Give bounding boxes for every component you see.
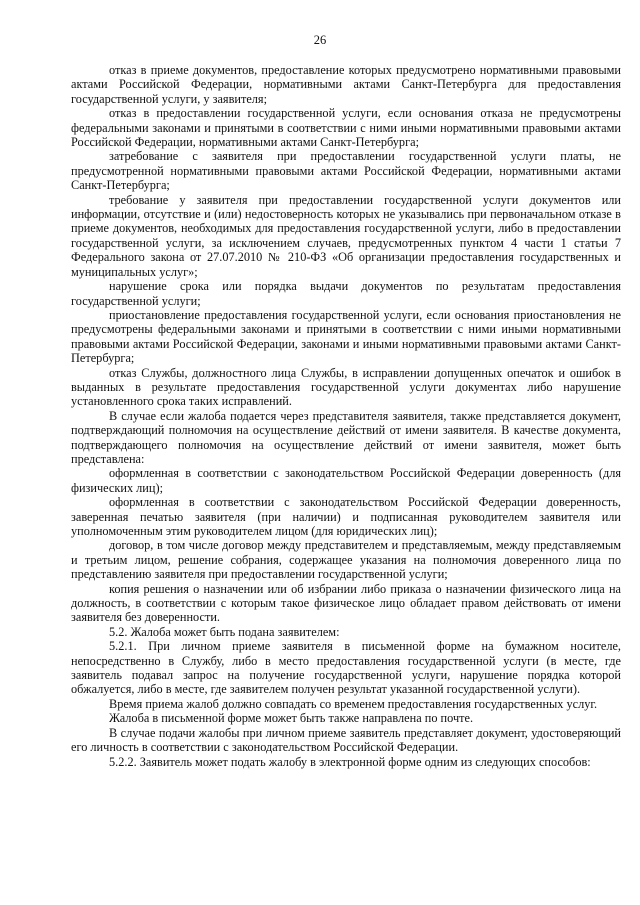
- page-number: 26: [313, 33, 327, 47]
- paragraph: оформленная в соответствии с законодательством Российской Федерации доверенность, заверенная печатью заявителя (при наличии) и подписанная руководителем заявителя или уполномоченным этим руководителем лицом (для юридических лиц);: [71, 495, 621, 538]
- paragraph: договор, в том числе договор между представителем и представляемым, между представляемым и третьим лицом, решение собрания, содержащее указания на полномочия доверенного лица по представлению заявителя при предоставлении государственной услуги;: [71, 538, 621, 582]
- paragraph: нарушение срока или порядка выдачи документов по результатам предоставления государственной услуги;: [71, 279, 621, 308]
- paragraph: В случае если жалоба подается через представителя заявителя, также представляется документ, подтверждающий полномочия на осуществление действий от имени заявителя. В качестве документа, подтверждающего полномочия на осуществление действий от имени заявителя, может быть представлена:: [71, 408, 621, 466]
- paragraph: оформленная в соответствии с законодательством Российской Федерации доверенность (для физических лиц);: [71, 466, 621, 495]
- paragraph: копия решения о назначении или об избрании либо приказа о назначении физического лица на должность, в соответствии с которым такое физическое лицо обладает правом действовать от имени заявителя без доверенности.: [71, 581, 621, 625]
- paragraph: отказ в приеме документов, предоставление которых предусмотрено нормативными правовыми актами Российской Федерации, нормативными актами Санкт-Петербурга для предоставления государственной услуги, у заявителя;: [71, 63, 621, 106]
- paragraph: затребование с заявителя при предоставлении государственной услуги платы, не предусмотренной нормативными правовыми актами Российской Федерации, нормативными актами Санкт-Петербурга;: [71, 149, 621, 193]
- paragraph: 5.2. Жалоба может быть подана заявителем:: [109, 624, 340, 639]
- paragraph: Время приема жалоб должно совпадать со временем предоставления государственных услуг.: [109, 696, 598, 711]
- paragraph: 5.2.2. Заявитель может подать жалобу в электронной форме одним из следующих способов:: [109, 754, 591, 769]
- paragraph: отказ в предоставлении государственной услуги, если основания отказа не предусмотрены федеральными законами и принятыми в соответствии с ними иными нормативными правовыми актами Российской Федерации, нормативными актами Санкт-Петербурга;: [71, 106, 621, 150]
- paragraph: требование у заявителя при предоставлении государственной услуги документов или информации, отсутствие и (или) недостоверность которых не указывались при первоначальном отказе в приеме документов, необходимых для предоставления государственной услуги, либо в предоставлении государственной услуги, за исключением случаев, предусмотренных пунктом 4 части 1 статьи 7 Федерального закона от 27.07.2010 № 210-ФЗ «Об организации предоставления государственных и муниципальных услуг»;: [71, 192, 621, 279]
- paragraph: Жалоба в письменной форме может быть также направлена по почте.: [109, 711, 474, 726]
- document-body: [71, 63, 621, 769]
- paragraph: отказ Службы, должностного лица Службы, в исправлении допущенных опечаток и ошибок в выданных в результате предоставления государственной услуги документах либо нарушение установленного срока таких исправлений.: [71, 365, 621, 409]
- paragraph: 5.2.1. При личном приеме заявителя в письменной форме на бумажном носителе, непосредственно в Службу, либо в место предоставления государственной услуги (в месте, где заявитель подавал запрос на получение государственной услуги, нарушение порядка которой обжалуется, либо в месте, где заявителем получен результат указанной государственной услуги).: [71, 639, 621, 697]
- paragraph: В случае подачи жалобы при личном приеме заявитель представляет документ, удостоверяющий его личность в соответствии с законодательством Российской Федерации.: [71, 725, 621, 755]
- paragraph: приостановление предоставления государственной услуги, если основания приостановления не предусмотрены федеральными законами и принятыми в соответствии с ними иными нормативными правовыми актами Российской Федерации, законами и иными нормативными правовыми актами Санкт-Петербурга;: [71, 307, 621, 366]
